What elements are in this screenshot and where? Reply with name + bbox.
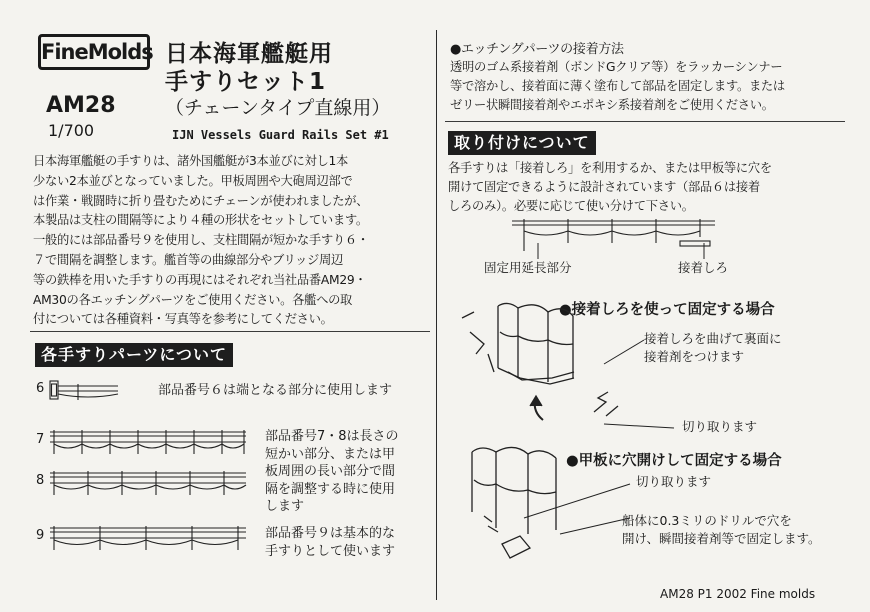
method-2-cut: 切り取ります <box>636 474 712 489</box>
adhesion-line: 等で溶かし、接着面に薄く塗布して部品を固定します。または <box>450 79 785 93</box>
part-number-6: 6 <box>36 381 45 396</box>
note-line: 接着剤をつけます <box>644 349 745 364</box>
method-1-cut: 切り取ります <box>682 419 758 434</box>
part-6-description: 部品番号６は端となる部分に使用します <box>158 383 393 398</box>
part-number-9: 9 <box>36 528 45 543</box>
desc-line: します <box>265 499 305 514</box>
mounting-line: 各手すりは「接着しろ」を利用するか、または甲板等に穴を <box>448 161 772 175</box>
adhesion-title: ●エッチングパーツの接着方法 <box>450 42 624 57</box>
footer-text: AM28 P1 2002 Fine molds <box>660 587 816 601</box>
note-line: 船体に0.3ミリのドリルで穴を <box>622 513 792 528</box>
divider <box>445 121 845 122</box>
method-1-title: ●接着しろを使って固定する場合 <box>559 302 775 318</box>
intro-line: 付については各種資料・写真等を参考にしてください。 <box>33 312 333 327</box>
adhesion-line: 透明のゴム系接着剤（ボンドGクリア等）をラッカーシンナー <box>450 60 783 74</box>
scale-label: 1/700 <box>48 121 95 140</box>
intro-line: 日本海軍艦艇の手すりは、諸外国艦艇が3本並びに対し1本 <box>33 154 348 168</box>
adhesion-line: ゼリー状瞬間接着剤やエポキシ系接着剤をご使用ください。 <box>450 98 774 112</box>
desc-line: 部品番号7・8は長さの <box>265 429 399 444</box>
desc-line: 板周囲の長い部分で間 <box>265 464 396 479</box>
english-title: IJN Vessels Guard Rails Set #1 <box>172 128 389 142</box>
intro-line: AM30の各エッチングパーツをご使用ください。各艦への取 <box>33 292 353 307</box>
product-code: AM28 <box>46 93 116 118</box>
mounting-line: 開けて固定できるように設計されています（部品６は接着 <box>448 180 760 194</box>
title-line-3: （チェーンタイプ直線用） <box>165 97 391 119</box>
desc-line: 隔を調整する時に使用 <box>265 481 396 497</box>
intro-paragraph <box>33 152 433 330</box>
part-number-8: 8 <box>36 473 45 488</box>
mounting-heading: 取り付けについて <box>448 131 596 155</box>
intro-line: 一般的には部品番号９を使用し、支柱間隔が短かな手すり６・ <box>33 233 369 248</box>
part-7-drawing <box>48 426 248 460</box>
intro-line: ７で間隔を調整します。艦首等の曲線部分やブリッジ周辺 <box>33 252 343 267</box>
label-tab: 接着しろ <box>678 260 729 275</box>
method-2-title: ●甲板に穴開けして固定する場合 <box>566 453 782 469</box>
desc-line: 短かい部分、または甲 <box>265 446 396 462</box>
intro-line: 少ない2本並びとなっていました。甲板周囲や大砲周辺部で <box>33 173 353 188</box>
method-1-note <box>644 330 782 366</box>
mounting-text <box>448 159 772 216</box>
divider <box>30 331 430 332</box>
part-7-8-description <box>265 428 399 516</box>
adhesion-text <box>450 58 785 115</box>
label-extension: 固定用延長部分 <box>484 260 572 275</box>
method-1-cut-leader <box>600 420 680 436</box>
part-6-drawing <box>48 378 128 404</box>
part-9-drawing <box>48 522 248 556</box>
part-9-description <box>265 525 395 560</box>
desc-line: 部品番号９は基本的な <box>265 526 396 541</box>
part-8-drawing <box>48 467 248 501</box>
intro-line: 本製品は支柱の間隔等により４種の形状をセットしています。 <box>33 213 368 228</box>
mounting-line: しろのみ）。必要に応じて使い分けて下さい。 <box>448 199 694 213</box>
column-divider <box>436 30 437 600</box>
title-line-2: 手すりセット1 <box>165 69 327 95</box>
note-line: 開け、瞬間接着剤等で固定します。 <box>622 531 821 546</box>
parts-heading: 各手すりパーツについて <box>35 343 233 367</box>
finemolds-logo: FineMolds <box>38 34 150 70</box>
desc-line: 手すりとして使います <box>265 543 396 559</box>
title-line-1: 日本海軍艦艇用 <box>165 41 333 67</box>
note-line: 接着しろを曲げて裏面に <box>644 331 782 346</box>
method-2-note <box>622 512 821 548</box>
part-number-7: 7 <box>36 432 45 447</box>
intro-line: は作業・戦闘時に折り畳むためにチェーンが使われましたが、 <box>33 193 369 208</box>
intro-line: 等の鉄棒を用いた手すりの再現にはそれぞれ当社品番AM29・ <box>33 272 367 287</box>
